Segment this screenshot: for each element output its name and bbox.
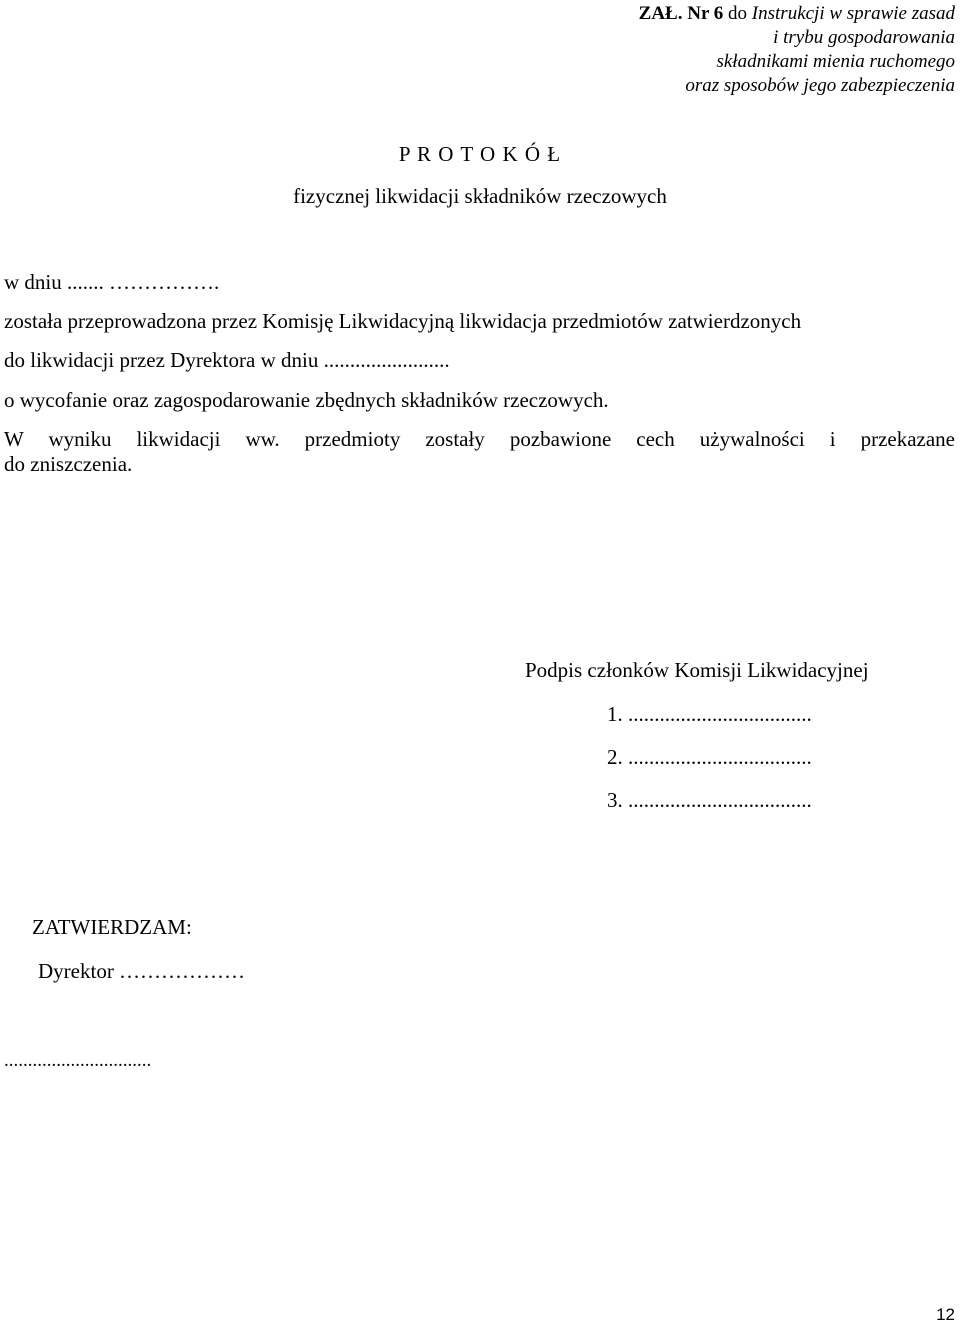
body-line-director: do likwidacji przez Dyrektora w dniu ........................ [4, 348, 450, 372]
director-line: Dyrektor ……………… [38, 959, 246, 983]
body-line-result: W wyniku likwidacji ww. przedmioty zostały pozbawione cech używalności i przekazane [4, 427, 955, 451]
signatures-heading: Podpis członków Komisji Likwidacyjnej [525, 658, 869, 682]
document-title: P R O T O K Ó Ł [398, 142, 562, 166]
signature-line-2: 2. ................................... [607, 745, 812, 769]
header-line-2: i trybu gospodarowania [773, 27, 955, 48]
body-line-date: w dniu ....... ……………. [4, 270, 220, 294]
page-number: 12 [936, 1305, 955, 1324]
signature-line-3: 3. ................................... [607, 788, 812, 812]
signature-line-1: 1. ................................... [607, 702, 812, 726]
attachment-number: Nr 6 [687, 3, 724, 24]
header-line-4: oraz sposobów jego zabezpieczenia [685, 75, 955, 96]
body-line-destruction: do zniszczenia. [4, 452, 133, 476]
attachment-do: do [728, 3, 748, 24]
body-line-commission: została przeprowadzona przez Komisję Likwidacyjną likwidacja przedmiotów zatwierdzonych [4, 309, 802, 333]
header-line-1-rest: Instrukcji w sprawie zasad [751, 3, 955, 24]
header-line-3: składnikami mienia ruchomego [716, 51, 955, 72]
body-line-withdrawal: o wycofanie oraz zagospodarowanie zbędnych składników rzeczowych. [4, 388, 609, 412]
header-line-1 [639, 2, 955, 26]
director-signature-dots: ............................... [4, 1050, 152, 1071]
attachment-header [639, 2, 955, 98]
approval-label: ZATWIERDZAM: [32, 915, 192, 939]
attachment-label: ZAŁ. [638, 3, 683, 24]
document-subtitle: fizycznej likwidacji składników rzeczowych [293, 184, 667, 208]
